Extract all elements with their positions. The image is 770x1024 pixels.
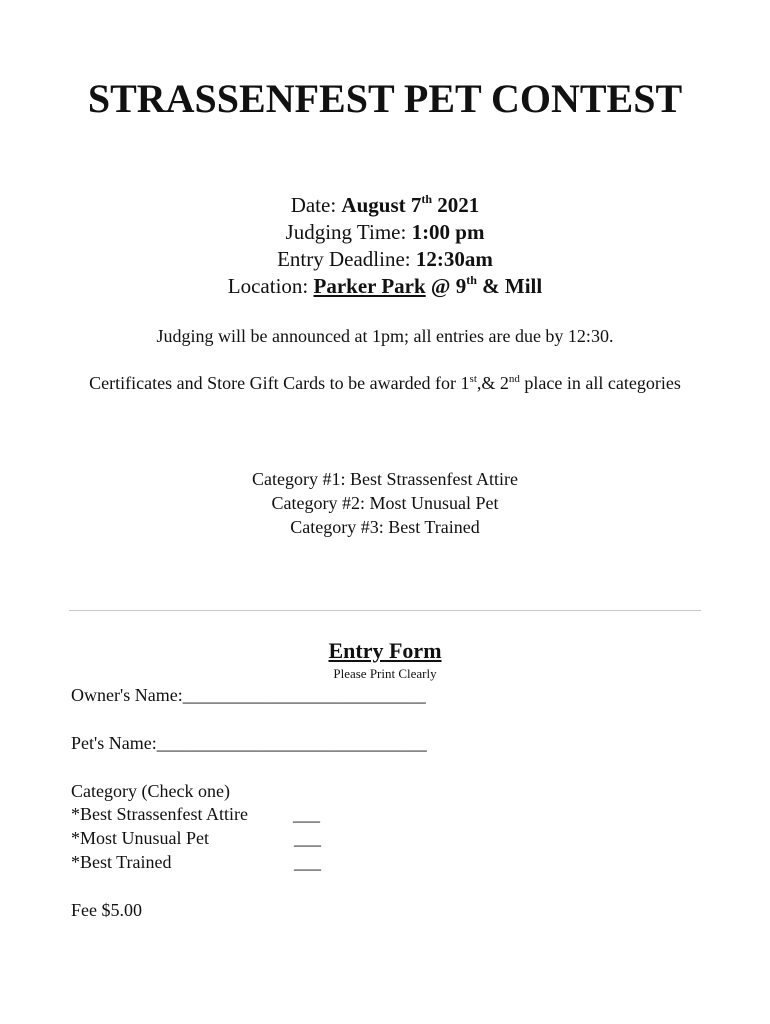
awards-text-b: ,& 2 [476,373,509,393]
date-label: Date: [290,193,342,217]
entry-form-heading: Entry Form [328,638,442,663]
location-line [0,273,770,300]
location-label: Location: [227,274,314,298]
date-month-day: August 7 [341,193,422,217]
section-divider [69,610,701,611]
category-item: Category #3: Best Trained [290,517,480,537]
category-check-heading: Category (Check one) [71,781,230,801]
category-option-label: *Best Trained [71,852,172,872]
entry-deadline-line [0,246,770,273]
awards-text-a: Certificates and Store Gift Cards to be awarded for 1 [89,373,470,393]
entry-deadline-label: Entry Deadline: [277,247,416,271]
category-option-attire [71,802,320,826]
location-park: Parker Park [313,274,426,298]
awards-text-c: place in all categories [519,373,681,393]
location-value [314,274,543,298]
category-option-label: *Most Unusual Pet [71,828,210,848]
date-value [341,193,479,217]
location-street: & Mill [476,274,543,298]
awards-sup-first: st [469,373,477,385]
category-option-trained [71,850,321,874]
date-line [0,192,770,219]
date-suffix: th [421,192,433,206]
category-checkbox-blank[interactable]: ___ [293,804,320,824]
date-year: 2021 [432,193,480,217]
location-suffix: th [466,273,477,287]
category-item: Category #2: Most Unusual Pet [271,493,499,513]
category-list [0,467,770,539]
category-checkbox-blank[interactable]: ___ [294,852,321,872]
pet-name-field[interactable]: Pet's Name:______________________________ [71,733,427,753]
category-item: Category #1: Best Strassenfest Attire [252,469,518,489]
entry-deadline-value: 12:30am [415,247,493,271]
entry-form-subheading: Please Print Clearly [333,666,437,681]
location-at: @ 9 [425,274,467,298]
category-option-unusual [71,826,321,850]
judging-note: Judging will be announced at 1pm; all entries are due by 12:30. [156,326,614,346]
awards-note [80,371,690,395]
category-option-label: *Best Strassenfest Attire [71,804,248,824]
owner-name-field[interactable]: Owner's Name:___________________________ [71,685,426,705]
entry-fee: Fee $5.00 [71,900,142,920]
judging-time-value: 1:00 pm [411,220,485,244]
awards-sup-second: nd [508,373,520,385]
event-details [0,192,770,300]
judging-time-label: Judging Time: [285,220,412,244]
category-checkbox-blank[interactable]: ___ [294,828,321,848]
contest-title: STRASSENFEST PET CONTEST [87,76,683,121]
judging-time-line [0,219,770,246]
